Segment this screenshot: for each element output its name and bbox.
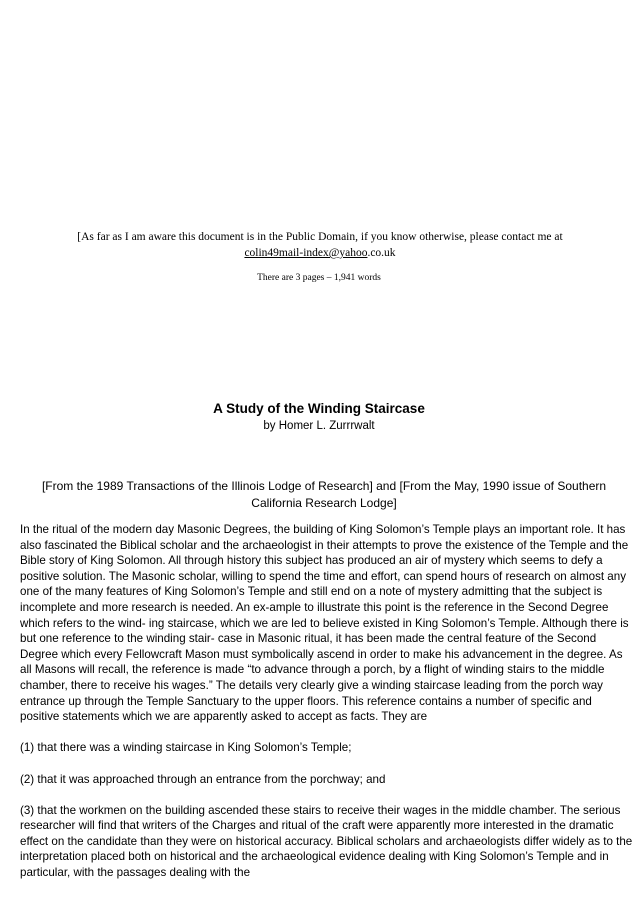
contact-email (40, 245, 600, 261)
article-body (20, 522, 633, 896)
public-domain-notice (40, 229, 600, 261)
paragraph: (1) that there was a winding staircase in King Solomon’s Temple; (20, 741, 352, 755)
paragraph: (2) that it was approached through an entrance from the porchway; and (20, 772, 386, 786)
paragraph: In the ritual of the modern day Masonic Degrees, the building of King Solomon’s Temple plays an important role. It has also fascinated the Biblical scholar and the archaeologist in their attempts to prove the existence of the Temple and the Bible story of King Solomon. All through history this subject has produced an air of mystery which seems to defy a positive solution. The Masonic scholar, willing to spend the time and effort, can spend hours of research on almost any one of the many features of King Solomon’s Temple and still end on a note of mystery admitting that the subject is incomplete and more research is needed. An ex-ample to illustrate this point is the reference in the Second Degree which refers to the wind- ing staircase, which we are led to believe existed in King Solomon’s Temple. Although there is but one reference to the winding stair- case in Masonic ritual, it has been made the central feature of the Second Degree which every Fellowcraft Mason must symbolically ascend in order to make his advancement in the degree. As all Masons will recall, the reference is made “to advance through a porch, by a flight of winding stairs to the middle chamber, there to receive his wages.” The details very clearly give a winding staircase leading from the porch way entrance up through the Temple Sanctuary to the upper floors. This reference contains a number of specific and positive statements which we are apparently asked to accept as facts. They are (20, 523, 629, 724)
paragraph: (3) that the workmen on the building ascended these stairs to receive their wages in the middle chamber. The serious researcher will find that writers of the Charges and ritual of the craft were apparently more interested in the dramatic effect on the candidate than they were on historical accuracy. Biblical scholars and archaeologists differ widely as to the interpretation placed both on historical and the archaeological evidence dealing with King Solomon’s Temple and in particular, with the passages dealing with the (20, 803, 633, 880)
word-count: There are 3 pages – 1,941 words (257, 273, 381, 283)
notice-text: [As far as I am aware this document is in the Public Domain, if you know otherwise, please contact me at (77, 231, 563, 243)
email-link[interactable]: colin49mail-index@yahoo (244, 247, 368, 259)
email-domain: .co.uk (367, 247, 396, 259)
article-title: A Study of the Winding Staircase (213, 401, 425, 416)
article-byline: by Homer L. Zurrrwalt (263, 420, 375, 432)
source-citation: [From the 1989 Transactions of the Illinois Lodge of Research] and [From the May, 1990 issue of Southern California Research Lodge] (41, 479, 607, 510)
